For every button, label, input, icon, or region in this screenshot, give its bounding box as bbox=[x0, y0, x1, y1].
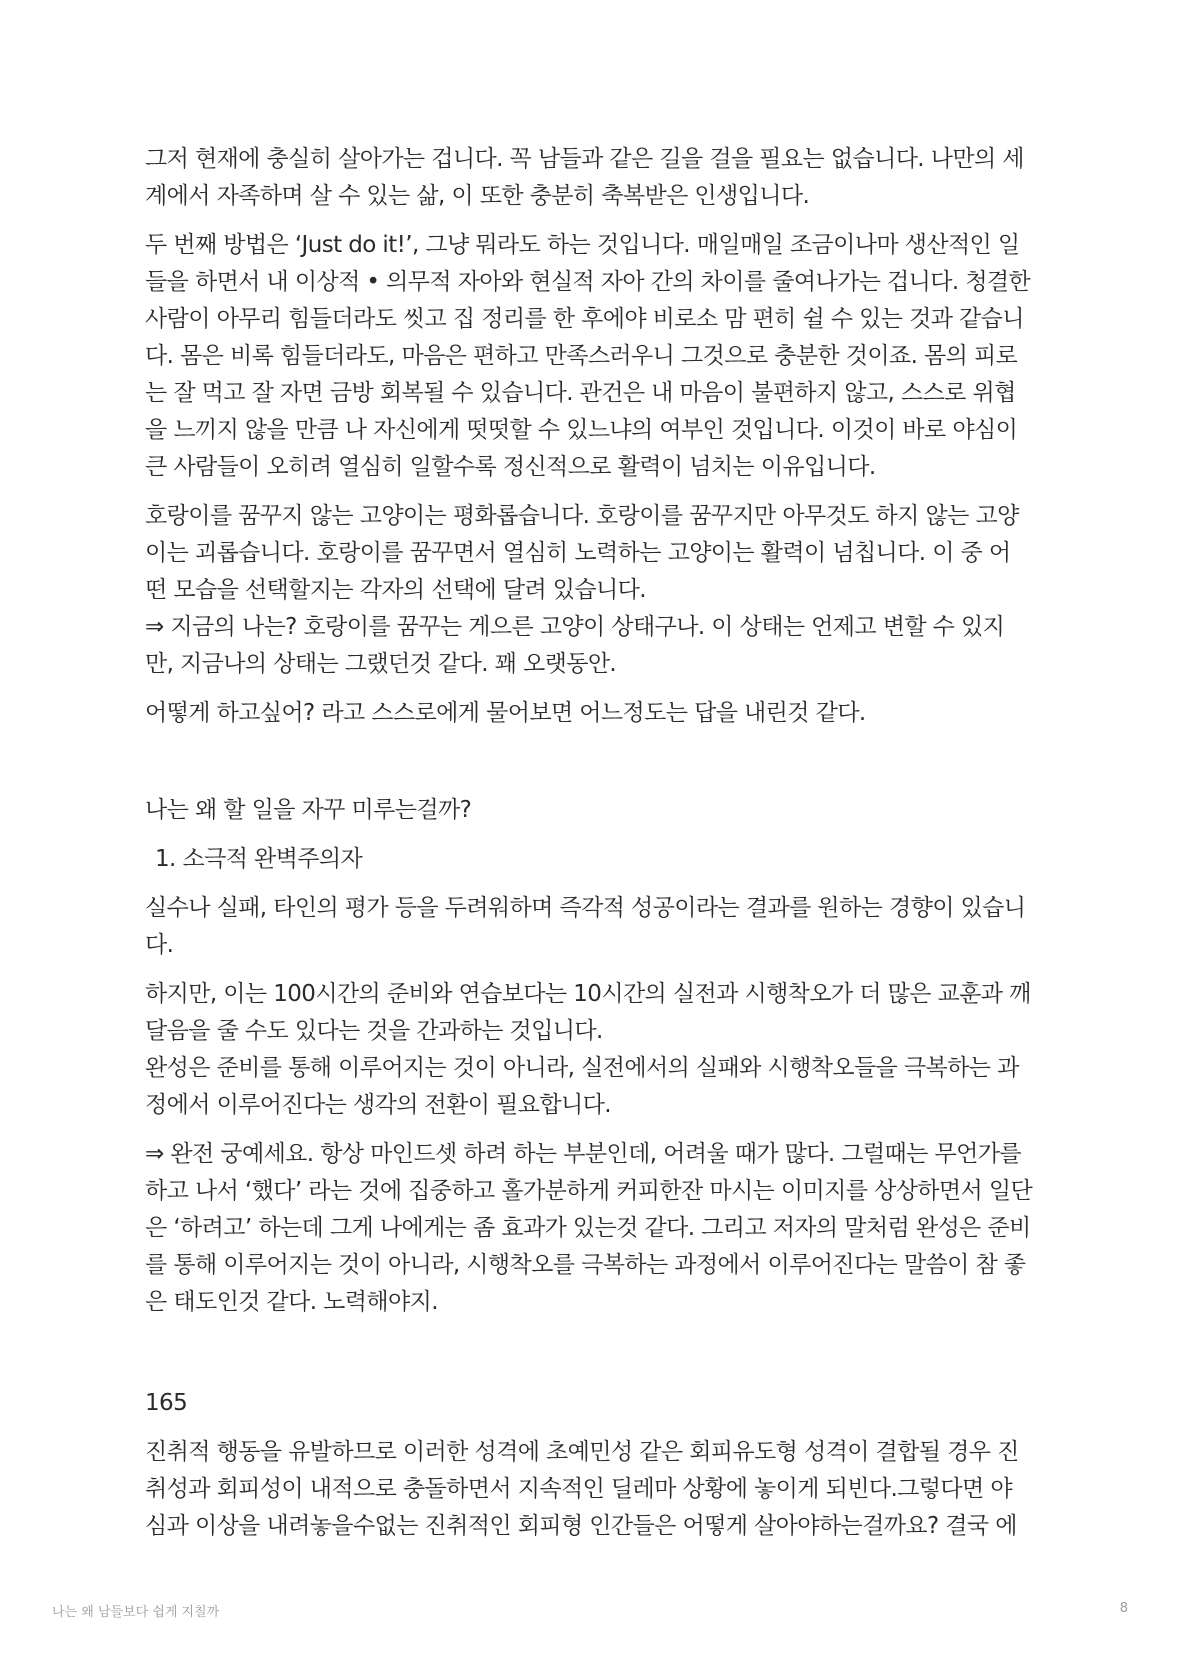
text-line: 은 ‘하려고’ 하는데 그게 나에게는 좀 효과가 있는것 같다. 그리고 저자의 말처럼 완성은 준비 bbox=[145, 1215, 1031, 1241]
text-line: 만, 지금나의 상태는 그랬던것 같다. 꽤 오랫동안. bbox=[145, 651, 617, 677]
spacer bbox=[145, 1333, 1040, 1385]
text-line: 는 잘 먹고 잘 자면 금방 회복될 수 있습니다. 관건은 내 마음이 불편하지 않고, 스스로 위협 bbox=[145, 380, 1016, 406]
text-line: 하지만, 이는 100시간의 준비와 연습보다는 10시간의 실전과 시행착오가 더 많은 교훈과 깨 bbox=[145, 981, 1031, 1007]
text-line: ⇒ 완전 궁예세요. 항상 마인드셋 하려 하는 부분인데, 어려울 때가 많다. 그럴때는 무언가를 bbox=[145, 1141, 1021, 1167]
paragraph bbox=[145, 695, 1040, 732]
list-item: 1. 소극적 완벽주의자 bbox=[155, 846, 363, 872]
text-line: 어떻게 하고싶어? 라고 스스로에게 물어보면 어느정도는 답을 내린것 같다. bbox=[145, 700, 866, 726]
text-line: 은 태도인것 같다. 노력해야지. bbox=[145, 1289, 438, 1315]
text-line: 완성은 준비를 통해 이루어지는 것이 아니라, 실전에서의 실패와 시행착오들을 극복하는 과 bbox=[145, 1055, 1019, 1081]
text-line: 사람이 아무리 힘들더라도 씻고 집 정리를 한 후에야 비로소 맘 편히 쉴 수 있는 것과 같습니 bbox=[145, 306, 1024, 332]
text-line: 다. 몸은 비록 힘들더라도, 마음은 편하고 만족스러우니 그것으로 충분한 것이죠. 몸의 피로 bbox=[145, 343, 1018, 369]
text-line: 하고 나서 ‘했다’ 라는 것에 집중하고 홀가분하게 커피한잔 마시는 이미지를 상상하면서 일단 bbox=[145, 1178, 1033, 1204]
text-line: 실수나 실패, 타인의 평가 등을 두려워하며 즉각적 성공이라는 결과를 원하는 경향이 있습니 bbox=[145, 895, 1026, 921]
text-line: 이는 괴롭습니다. 호랑이를 꿈꾸면서 열심히 노력하는 고양이는 활력이 넘칩니다. 이 중 어 bbox=[145, 540, 1011, 566]
numbered-list bbox=[145, 841, 1040, 878]
page-reference: 165 bbox=[145, 1390, 188, 1416]
text-line: ⇒ 지금의 나는? 호랑이를 꿈꾸는 게으른 고양이 상태구나. 이 상태는 언제고 변할 수 있지 bbox=[145, 614, 1005, 640]
page-body bbox=[145, 141, 1040, 1557]
book-title: 나는 왜 남들보다 쉽게 지칠까 bbox=[52, 1605, 220, 1620]
section-heading bbox=[145, 792, 1040, 829]
text-line: 달음을 줄 수도 있다는 것을 간과하는 것입니다. bbox=[145, 1018, 603, 1044]
text-line: 취성과 회피성이 내적으로 충돌하면서 지속적인 딜레마 상황에 놓이게 되빈다.그렇다면 야 bbox=[145, 1476, 1012, 1502]
section-heading bbox=[145, 1385, 1040, 1422]
text-line: 그저 현재에 충실히 살아가는 겁니다. 꼭 남들과 같은 길을 걸을 필요는 없습니다. 나만의 세 bbox=[145, 146, 1024, 172]
text-line: 들을 하면서 내 이상적 • 의무적 자아와 현실적 자아 간의 차이를 줄여나가는 겁니다. 청결한 bbox=[145, 269, 1031, 295]
paragraph bbox=[145, 1434, 1040, 1545]
text-line: 심과 이상을 내려놓을수없는 진취적인 회피형 인간들은 어떻게 살아야하는걸까요? 결국 에 bbox=[145, 1513, 1017, 1539]
heading-text: 나는 왜 할 일을 자꾸 미루는걸까? bbox=[145, 797, 472, 823]
text-line: 두 번째 방법은 ‘Just do it!’, 그냥 뭐라도 하는 것입니다. 매일매일 조금이나마 생산적인 일 bbox=[145, 232, 1020, 258]
paragraph bbox=[145, 227, 1040, 486]
text-line: 계에서 자족하며 살 수 있는 삶, 이 또한 충분히 축복받은 인생입니다. bbox=[145, 183, 810, 209]
text-line: 를 통해 이루어지는 것이 아니라, 시행착오를 극복하는 과정에서 이루어진다는 말씀이 참 좋 bbox=[145, 1252, 1026, 1278]
text-line: 큰 사람들이 오히려 열심히 일할수록 정신적으로 활력이 넘치는 이유입니다. bbox=[145, 454, 876, 480]
page-number: 8 bbox=[1119, 1601, 1128, 1616]
text-line: 호랑이를 꿈꾸지 않는 고양이는 평화롭습니다. 호랑이를 꿈꾸지만 아무것도 하지 않는 고양 bbox=[145, 503, 1019, 529]
paragraph bbox=[145, 1136, 1040, 1321]
paragraph bbox=[145, 976, 1040, 1124]
spacer bbox=[145, 744, 1040, 792]
paragraph bbox=[145, 141, 1040, 215]
paragraph bbox=[145, 498, 1040, 683]
paragraph bbox=[145, 890, 1040, 964]
text-line: 을 느끼지 않을 만큼 나 자신에게 떳떳할 수 있느냐의 여부인 것입니다. 이것이 바로 야심이 bbox=[145, 417, 1018, 443]
page-footer bbox=[52, 1601, 1128, 1621]
text-line: 진취적 행동을 유발하므로 이러한 성격에 초예민성 같은 회피유도형 성격이 결합될 경우 진 bbox=[145, 1439, 1019, 1465]
text-line: 떤 모습을 선택할지는 각자의 선택에 달려 있습니다. bbox=[145, 577, 646, 603]
text-line: 정에서 이루어진다는 생각의 전환이 필요합니다. bbox=[145, 1092, 611, 1118]
text-line: 다. bbox=[145, 932, 174, 958]
